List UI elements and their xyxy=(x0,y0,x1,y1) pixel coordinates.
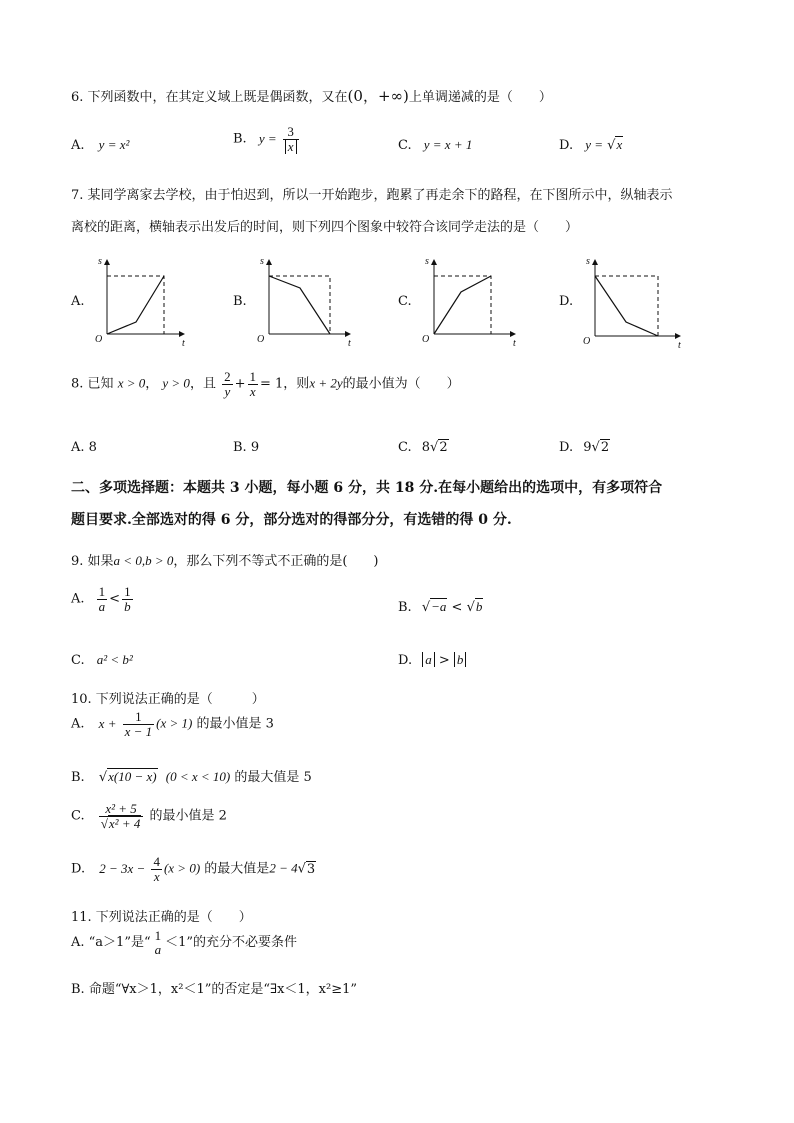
axis-x-label: t xyxy=(678,340,681,350)
radicand: x xyxy=(616,137,623,152)
q9-option-c: C. a² < b² xyxy=(71,652,133,668)
q8-stem: 8. 已知 x > 0， y > 0，且 $\frac{2}{y}$ + $\frac{1}{x}$ = 1，则x + 2y的最小值为（ ） xyxy=(71,369,460,399)
q9-option-d: D. a > b xyxy=(398,652,466,668)
q8-option-d: D. 9√2 xyxy=(559,440,610,455)
q9-option-b: B. √−a < √b xyxy=(398,599,483,615)
fraction: 1 a xyxy=(154,928,162,957)
q11-stem: 11. 下列说法正确的是（ ） xyxy=(71,910,252,925)
sqrt-icon: √ xyxy=(100,815,108,831)
q8-option-c: C. 8√2 xyxy=(398,440,448,455)
option-label: D. xyxy=(559,138,574,153)
dashed-guide xyxy=(595,276,658,336)
fraction: $\frac{4}{x}$ xyxy=(153,854,160,884)
axis-x-label: t xyxy=(182,338,185,348)
origin-label: O xyxy=(95,334,103,345)
option-label: A. xyxy=(71,138,85,153)
option-lhs: y = xyxy=(585,137,604,152)
curve xyxy=(595,276,658,336)
dashed-guide xyxy=(269,276,330,334)
sqrt-icon: √ xyxy=(607,138,616,153)
q6-option-a xyxy=(71,137,129,153)
axis-x-label: t xyxy=(513,338,516,348)
q10-option-a: A. x + $\frac{1}{x - 1}$ (x > 1) 的最小值是 3 xyxy=(71,709,274,739)
option-lhs: y = xyxy=(258,130,277,146)
q7-graph-a xyxy=(92,256,192,348)
curve xyxy=(107,276,164,334)
sqrt-icon: √ xyxy=(591,440,600,455)
section2-line1: 二、多项选择题：本题共 3 小题，每小题 6 分，共 18 分.在每小题给出的选项中，有多项符合 xyxy=(71,480,663,496)
q7-graph-b xyxy=(254,256,358,348)
fraction: $\frac{1}{a}$ xyxy=(98,584,106,614)
sqrt-icon: √ xyxy=(297,861,306,877)
q6-option-c xyxy=(398,137,472,153)
fraction: $\frac{1}{b}$ xyxy=(124,584,131,614)
q11-option-b: B. 命题“∀x＞1，x²＜1”的否定是“∃x＜1，x²≥1” xyxy=(71,982,358,997)
axis-y-label: s xyxy=(586,256,590,267)
q8-target-expr: x + 2y xyxy=(309,375,343,391)
axis-x-label: t xyxy=(348,338,351,348)
q11-option-a: A. “a＞1”是“ 1 a ＜1”的充分不必要条件 xyxy=(71,928,298,957)
q10-option-d: D. 2 − 3x − $\frac{4}{x}$ (x > 0) 的最大值是2 − 4√3 xyxy=(71,854,316,884)
q7-option-b-label: B. xyxy=(233,294,247,309)
fraction: $\frac{1}{x}$ xyxy=(249,369,256,399)
q7-graph-d xyxy=(580,256,688,350)
section2-line2: 题目要求.全部选对的得 6 分，部分选对的得部分分，有选错的得 0 分. xyxy=(71,512,512,528)
option-expr: y = x + 1 xyxy=(423,137,473,152)
q9-option-a: A. $\frac{1}{a}$ < $\frac{1}{b}$ xyxy=(71,584,131,614)
q7-option-d-label: D. xyxy=(559,294,574,309)
origin-label: O xyxy=(583,336,591,347)
axis-y-label: s xyxy=(425,256,429,267)
q8-condition-x: x > 0 xyxy=(117,375,146,391)
q6-option-b xyxy=(233,125,301,153)
q7-option-a-label: A. xyxy=(71,294,85,309)
q10-option-b: B. √x(10 − x) (0 < x < 10) 的最大值是 5 xyxy=(71,769,312,785)
q9-stem: 9. 如果a < 0,b > 0，那么下列不等式不正确的是( ) xyxy=(71,553,379,569)
q10-stem: 10. 下列说法正确的是（ ） xyxy=(71,692,265,707)
q6-interval: (0，+∞) xyxy=(347,87,409,105)
q6-stem-b: 上单调递减的是（ ） xyxy=(408,90,552,105)
origin-label: O xyxy=(257,334,265,345)
sqrt-icon: √ xyxy=(98,770,108,785)
curve xyxy=(269,276,330,334)
fraction: $\frac{\text{x² + 5}}{\text{√x² + 4}}$ xyxy=(99,802,144,830)
q8-option-b: B. 9 xyxy=(233,440,260,455)
q6-stem-a: 6. 下列函数中，在其定义域上既是偶函数，又在 xyxy=(71,90,348,105)
axis-y-label: s xyxy=(260,256,264,267)
q6-stem xyxy=(71,85,552,106)
q7-line1: 7. 某同学离家去学校，由于怕迟到，所以一开始跑步，跑累了再走余下的路程，在下图所示中，纵轴表示 xyxy=(71,188,673,203)
option-expr: y = x² xyxy=(98,137,130,152)
fraction: $\frac{1}{x - 1}$ xyxy=(124,709,153,739)
q7-line2: 离校的距离，横轴表示出发后的时间，则下列四个图象中较符合该同学走法的是（ ） xyxy=(71,220,579,235)
q7-graph-c xyxy=(419,256,523,348)
q9-condition: a < 0,b > 0 xyxy=(113,553,174,568)
q6-option-d xyxy=(559,137,623,153)
sqrt-icon: √ xyxy=(466,600,475,615)
option-label: B. xyxy=(233,131,247,147)
curve xyxy=(434,276,491,334)
sqrt-icon: √ xyxy=(430,440,439,455)
option-label: C. xyxy=(398,138,412,153)
dashed-guide xyxy=(107,276,164,334)
q7-option-c-label: C. xyxy=(398,294,412,309)
origin-label: O xyxy=(422,334,430,345)
fraction: $\frac{3}{x}$ xyxy=(283,125,299,153)
axis-y-label: s xyxy=(98,256,102,267)
q8-condition-y: y > 0 xyxy=(162,375,190,391)
sqrt-icon: √ xyxy=(421,600,431,615)
dashed-guide xyxy=(434,276,491,334)
q10-option-c: C. $\frac{\text{x² + 5}}{\text{√x² + 4}}$ 的最小值是 2 xyxy=(71,801,227,831)
fraction: $\frac{2}{y}$ xyxy=(224,369,231,399)
q8-option-a: A. 8 xyxy=(71,440,97,455)
